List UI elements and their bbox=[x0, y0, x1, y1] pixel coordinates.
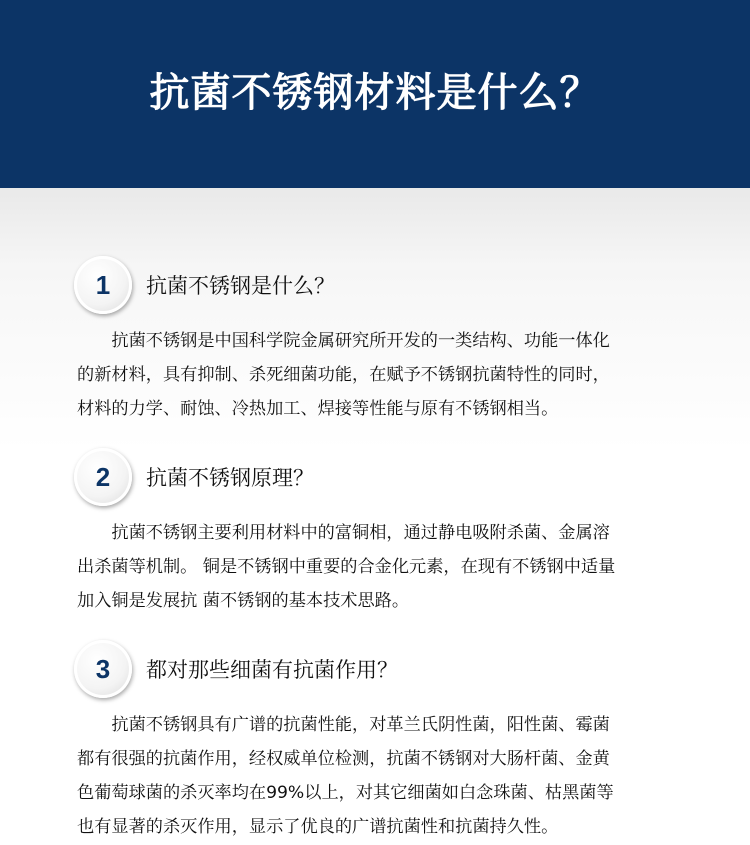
page-title: 抗菌不锈钢材料是什么？ bbox=[149, 69, 601, 116]
section-number: 2 bbox=[95, 461, 111, 492]
paragraph-line: 色葡萄球菌的杀灭率均在99%以上，对其它细菌如白念珠菌、枯黑菌等 bbox=[77, 783, 614, 803]
header-banner bbox=[0, 0, 750, 188]
section-number: 1 bbox=[95, 269, 111, 300]
paragraph-line: 材料的力学、耐蚀、冷热加工、焊接等性能与原有不锈钢相当。 bbox=[77, 399, 559, 419]
section-title: 抗菌不锈钢是什么？ bbox=[146, 274, 335, 298]
paragraph-line: 出杀菌等机制。 铜是不锈钢中重要的合金化元素，在现有不锈钢中适量 bbox=[77, 557, 616, 577]
section-2-paragraph bbox=[77, 516, 677, 618]
paragraph-line: 的新材料，具有抑制、杀死细菌功能，在赋予不锈钢抗菌特性的同时， bbox=[77, 365, 610, 385]
paragraph-line: 抗菌不锈钢是中国科学院金属研究所开发的一类结构、功能一体化 bbox=[77, 331, 610, 351]
section-3-paragraph bbox=[77, 708, 677, 844]
paragraph-line: 抗菌不锈钢具有广谱的抗菌性能，对革兰氏阴性菌，阳性菌、霉菌 bbox=[77, 715, 610, 735]
section-number: 3 bbox=[95, 653, 111, 684]
paragraph-line: 加入铜是发展抗 菌不锈钢的基本技术思路。 bbox=[77, 591, 410, 611]
section-1-paragraph bbox=[77, 324, 677, 426]
paragraph-line: 也有显著的杀灭作用，显示了优良的广谱抗菌性和抗菌持久性。 bbox=[77, 817, 559, 837]
section-title: 抗菌不锈钢原理？ bbox=[146, 466, 314, 490]
paragraph-line: 抗菌不锈钢主要利用材料中的富铜相，通过静电吸附杀菌、金属溶 bbox=[77, 523, 610, 543]
section-title: 都对那些细菌有抗菌作用？ bbox=[146, 658, 398, 682]
section-number-badge bbox=[74, 256, 132, 314]
section-number-badge bbox=[74, 640, 132, 698]
section-number-badge bbox=[74, 448, 132, 506]
paragraph-line: 都有很强的抗菌作用，经权威单位检测，抗菌不锈钢对大肠杆菌、金黄 bbox=[77, 749, 610, 769]
